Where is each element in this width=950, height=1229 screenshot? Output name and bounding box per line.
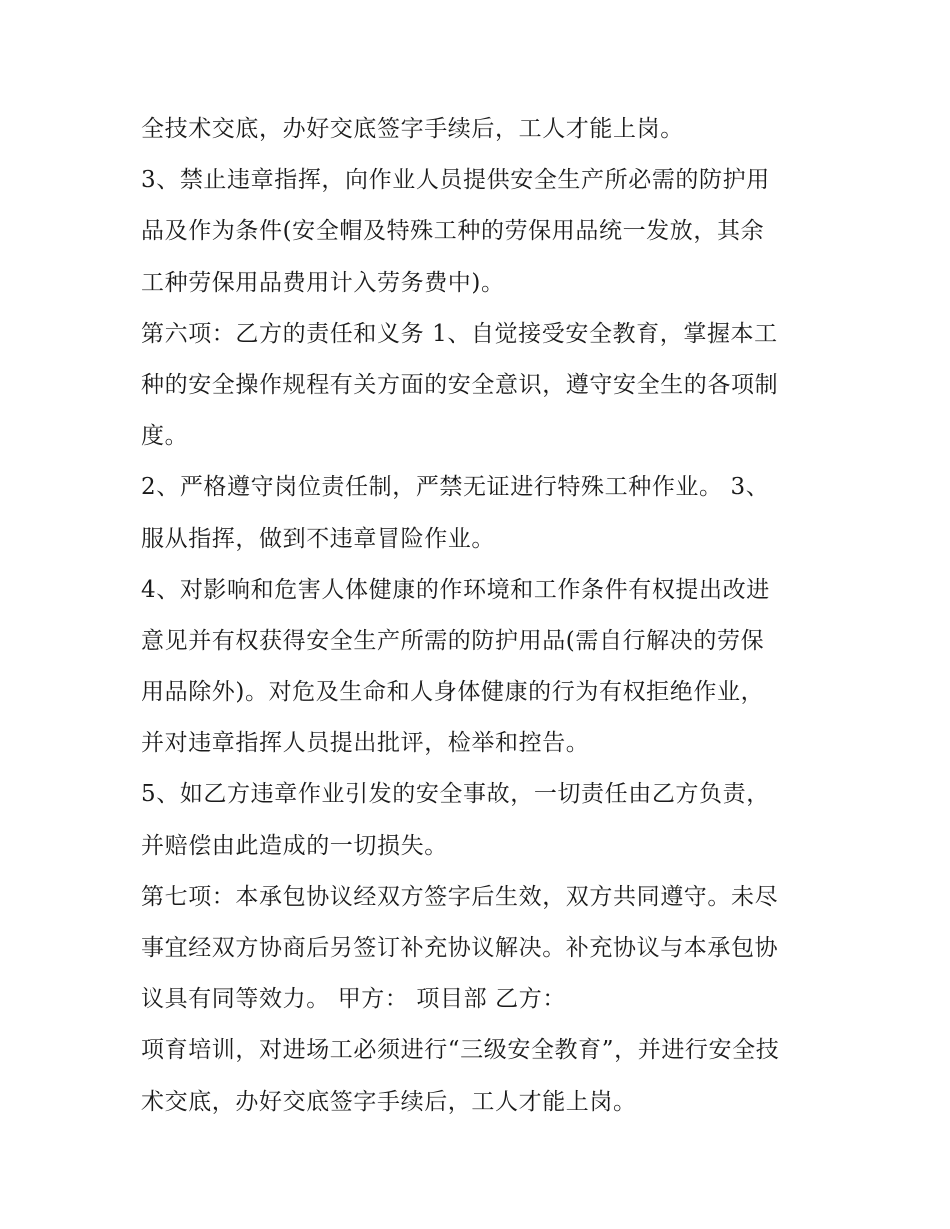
text-line: 并对违章指挥人员提出批评，检举和控告。 [141, 730, 590, 757]
text-line: 2、严格遵守岗位责任制，严禁无证进行特殊工种作业。 3、 [141, 474, 770, 501]
text-line: 度。 [141, 423, 189, 450]
text-line: 第六项：乙方的责任和义务 1、自觉接受安全教育，掌握本工 [141, 320, 778, 347]
text-line: 3、禁止违章指挥，向作业人员提供安全生产所必需的防护用 [141, 167, 770, 194]
text-line: 全技术交底，办好交底签字手续后，工人才能上岗。 [141, 116, 684, 142]
text-line: 事宜经双方协商后另签订补充协议解决。补充协议与本承包协 [141, 935, 779, 961]
text-line: 种的安全操作规程有关方面的安全意识，遵守安全生的各项制 [141, 371, 779, 398]
text-line: 议具有同等效力。 甲方： 项目部 乙方： [141, 986, 566, 1013]
text-line: 工种劳保用品费用计入劳务费中)。 [141, 269, 505, 296]
text-line: 用品除外)。对危及生命和人身体健康的行为有权拒绝作业， [141, 679, 765, 706]
text-line: 第七项：本承包协议经双方签字后生效，双方共同遵守。未尽 [141, 883, 779, 910]
text-line: 5、如乙方违章作业引发的安全事故，一切责任由乙方负责， [141, 781, 770, 808]
text-line: 品及作为条件(安全帽及特殊工种的劳保用品统一发放，其余 [141, 218, 765, 245]
text-line: 项育培训，对进场工必须进行“三级安全教育”，并进行安全技 [141, 1037, 780, 1064]
document-body [141, 104, 831, 1128]
text-line: 术交底，办好交底签字手续后，工人才能上岗。 [141, 1088, 637, 1115]
text-line: 4、对影响和危害人体健康的作环境和工作条件有权提出改进 [141, 576, 770, 603]
text-line: 意见并有权获得安全生产所需的防护用品(需自行解决的劳保 [141, 627, 765, 654]
text-line: 并赔偿由此造成的一切损失。 [141, 832, 448, 859]
text-line: 服从指挥，做到不违章冒险作业。 [141, 525, 495, 552]
